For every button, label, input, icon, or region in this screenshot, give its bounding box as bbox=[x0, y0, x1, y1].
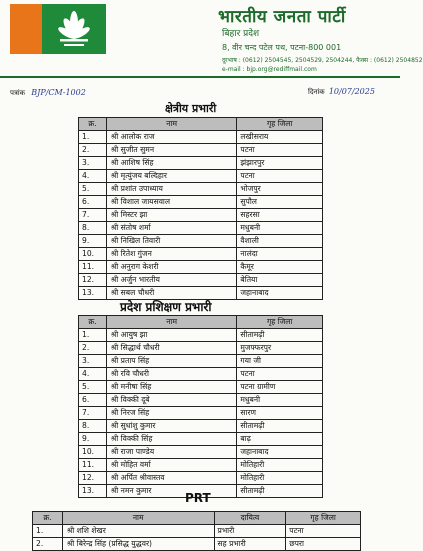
name-cell: श्री आशिष सिंह bbox=[106, 157, 236, 170]
table-header-row bbox=[79, 118, 323, 131]
table-row bbox=[79, 235, 323, 248]
reference-number bbox=[10, 88, 86, 98]
table-header-row bbox=[33, 512, 361, 525]
party-flag-logo bbox=[10, 4, 106, 54]
role-cell: प्रभारी bbox=[214, 525, 286, 538]
table-row bbox=[79, 368, 323, 381]
table-row bbox=[79, 329, 323, 342]
serial-cell: 5. bbox=[79, 183, 107, 196]
district-cell: गया जी bbox=[237, 355, 323, 368]
district-cell: कैमूर bbox=[237, 261, 323, 274]
table-row bbox=[79, 170, 323, 183]
serial-cell: 4. bbox=[79, 170, 107, 183]
district-cell: जहानाबाद bbox=[237, 446, 323, 459]
table-row bbox=[79, 157, 323, 170]
table-row bbox=[79, 274, 323, 287]
serial-cell: 12. bbox=[79, 274, 107, 287]
name-cell: श्री प्रशांत उपाध्याय bbox=[106, 183, 236, 196]
district-cell: सीतामढ़ी bbox=[237, 420, 323, 433]
name-cell: श्री राजा पाण्डेय bbox=[106, 446, 236, 459]
office-address: 8, वीर चन्द पटेल पथ, पटना-800 001 bbox=[222, 43, 342, 52]
district-cell: पटना bbox=[286, 525, 361, 538]
serial-cell: 2. bbox=[79, 144, 107, 157]
name-cell: श्री मृत्युंजय बल्दिहार bbox=[106, 170, 236, 183]
name-cell: श्री संतोष शर्मा bbox=[106, 222, 236, 235]
prt-table bbox=[32, 511, 361, 551]
name-cell: श्री विशाल जायसवाल bbox=[106, 196, 236, 209]
column-header-name: नाम bbox=[106, 316, 236, 329]
column-header-role: दायित्व bbox=[214, 512, 286, 525]
district-cell: सहरसा bbox=[237, 209, 323, 222]
reference-label: पत्रांक bbox=[10, 89, 26, 97]
table-row bbox=[79, 342, 323, 355]
name-cell: श्री आयुष झा bbox=[106, 329, 236, 342]
name-cell: श्री अर्पित श्रीवास्तव bbox=[106, 472, 236, 485]
column-header-serial: क्र. bbox=[79, 316, 107, 329]
district-cell: पटना bbox=[237, 144, 323, 157]
name-cell: श्री प्रताप सिंह bbox=[106, 355, 236, 368]
district-cell: पटना bbox=[237, 170, 323, 183]
name-cell: श्री अर्जुन भारतीय bbox=[106, 274, 236, 287]
role-cell: सह प्रभारी bbox=[214, 538, 286, 551]
serial-cell: 10. bbox=[79, 248, 107, 261]
district-cell: बेतिया bbox=[237, 274, 323, 287]
header-divider bbox=[0, 76, 400, 78]
serial-cell: 12. bbox=[79, 472, 107, 485]
district-cell: सीतामढ़ी bbox=[237, 329, 323, 342]
reference-value: BJP/CM-1002 bbox=[31, 88, 86, 97]
letter-date bbox=[308, 87, 375, 97]
serial-cell: 6. bbox=[79, 196, 107, 209]
table-row bbox=[79, 144, 323, 157]
name-cell: श्री रितेश गुंजन bbox=[106, 248, 236, 261]
district-cell: मोतिहारी bbox=[237, 459, 323, 472]
table-row bbox=[33, 525, 361, 538]
serial-cell: 1. bbox=[33, 525, 63, 538]
table-row bbox=[79, 222, 323, 235]
district-cell: वैशाली bbox=[237, 235, 323, 248]
name-cell: श्री विक्की दूबे bbox=[106, 394, 236, 407]
serial-cell: 13. bbox=[79, 485, 107, 498]
section-title-prt: PRT bbox=[185, 491, 211, 505]
serial-cell: 1. bbox=[79, 329, 107, 342]
serial-cell: 13. bbox=[79, 287, 107, 300]
name-cell: श्री बिरेन्द्र सिंह (प्रसिद्ध युद्धवर) bbox=[62, 538, 214, 551]
serial-cell: 7. bbox=[79, 407, 107, 420]
district-cell: मोतिहारी bbox=[237, 472, 323, 485]
district-cell: जहानाबाद bbox=[237, 287, 323, 300]
column-header-serial: क्र. bbox=[33, 512, 63, 525]
district-cell: मधुबनी bbox=[237, 394, 323, 407]
serial-cell: 1. bbox=[79, 131, 107, 144]
district-cell: नालंदा bbox=[237, 248, 323, 261]
serial-cell: 2. bbox=[33, 538, 63, 551]
table-row bbox=[79, 433, 323, 446]
serial-cell: 7. bbox=[79, 209, 107, 222]
table-row bbox=[79, 420, 323, 433]
name-cell: श्री अनुराग केशरी bbox=[106, 261, 236, 274]
name-cell: श्री आलोक राज bbox=[106, 131, 236, 144]
training-incharge-table bbox=[78, 315, 323, 498]
name-cell: श्री नमन कुमार bbox=[106, 485, 236, 498]
district-cell: लखीसराय bbox=[237, 131, 323, 144]
table-row bbox=[79, 209, 323, 222]
column-header-serial: क्र. bbox=[79, 118, 107, 131]
name-cell: श्री रवि चौधरी bbox=[106, 368, 236, 381]
serial-cell: 9. bbox=[79, 235, 107, 248]
table-row bbox=[33, 538, 361, 551]
name-cell: श्री निखिल तिवारी bbox=[106, 235, 236, 248]
table-row bbox=[79, 131, 323, 144]
district-cell: सारण bbox=[237, 407, 323, 420]
district-cell: मुजफ्फरपुर bbox=[237, 342, 323, 355]
serial-cell: 8. bbox=[79, 420, 107, 433]
table-row bbox=[79, 355, 323, 368]
table-row bbox=[79, 183, 323, 196]
party-name: भारतीय जनता पार्टी bbox=[218, 7, 346, 27]
district-cell: मधुबनी bbox=[237, 222, 323, 235]
column-header-district: गृह जिला bbox=[237, 316, 323, 329]
serial-cell: 6. bbox=[79, 394, 107, 407]
serial-cell: 11. bbox=[79, 261, 107, 274]
name-cell: श्री सबल चौधरी bbox=[106, 287, 236, 300]
regional-incharge-table bbox=[78, 117, 323, 300]
district-cell: छपरा bbox=[286, 538, 361, 551]
serial-cell: 3. bbox=[79, 355, 107, 368]
date-label: दिनांक bbox=[308, 88, 325, 96]
district-cell: पटना ग्रामीण bbox=[237, 381, 323, 394]
column-header-name: नाम bbox=[106, 118, 236, 131]
serial-cell: 4. bbox=[79, 368, 107, 381]
office-phone: दूरभाष : (0612) 2504545, 2504529, 2504244, फैक्स : (0612) 2504852 bbox=[222, 57, 423, 64]
table-row bbox=[79, 394, 323, 407]
date-value: 10/07/2025 bbox=[328, 87, 375, 96]
column-header-name: नाम bbox=[62, 512, 214, 525]
name-cell: श्री शशि शेखर bbox=[62, 525, 214, 538]
lotus-icon bbox=[52, 7, 96, 51]
district-cell: भोजपुर bbox=[237, 183, 323, 196]
serial-cell: 10. bbox=[79, 446, 107, 459]
name-cell: श्री निरज सिंह bbox=[106, 407, 236, 420]
state-unit: बिहार प्रदेश bbox=[222, 29, 260, 39]
name-cell: श्री मनीषा सिंह bbox=[106, 381, 236, 394]
table-row bbox=[79, 248, 323, 261]
table-row bbox=[79, 196, 323, 209]
district-cell: पटना bbox=[237, 368, 323, 381]
serial-cell: 3. bbox=[79, 157, 107, 170]
serial-cell: 11. bbox=[79, 459, 107, 472]
section-title-training: प्रदेश प्रशिक्षण प्रभारी bbox=[120, 300, 212, 314]
column-header-district: गृह जिला bbox=[237, 118, 323, 131]
district-cell: सीतामढ़ी bbox=[237, 485, 323, 498]
table-row bbox=[79, 261, 323, 274]
table-row bbox=[79, 446, 323, 459]
table-header-row bbox=[79, 316, 323, 329]
name-cell: श्री सुजीत सुमन bbox=[106, 144, 236, 157]
table-row bbox=[79, 407, 323, 420]
section-title-regional: क्षेत्रीय प्रभारी bbox=[165, 102, 217, 115]
name-cell: श्री सिद्धार्थ चौधरी bbox=[106, 342, 236, 355]
serial-cell: 2. bbox=[79, 342, 107, 355]
serial-cell: 5. bbox=[79, 381, 107, 394]
table-row bbox=[79, 472, 323, 485]
table-row bbox=[79, 381, 323, 394]
name-cell: श्री मिस्टर झा bbox=[106, 209, 236, 222]
district-cell: बाढ़ bbox=[237, 433, 323, 446]
column-header-district: गृह जिला bbox=[286, 512, 361, 525]
name-cell: श्री मोहित वर्मा bbox=[106, 459, 236, 472]
office-email: e-mail : bjp.org@rediffmail.com bbox=[222, 66, 317, 73]
name-cell: श्री विक्की सिंह bbox=[106, 433, 236, 446]
district-cell: सुपौल bbox=[237, 196, 323, 209]
district-cell: झंझारपुर bbox=[237, 157, 323, 170]
name-cell: श्री सुधांशु कुमार bbox=[106, 420, 236, 433]
serial-cell: 9. bbox=[79, 433, 107, 446]
table-row bbox=[79, 459, 323, 472]
serial-cell: 8. bbox=[79, 222, 107, 235]
